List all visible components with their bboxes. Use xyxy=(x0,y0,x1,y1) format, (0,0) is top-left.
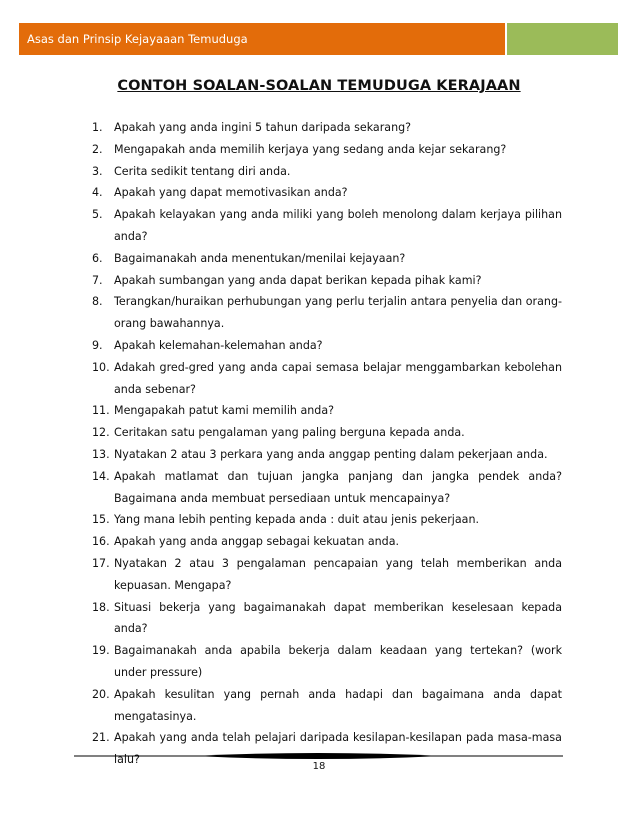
question-item xyxy=(92,422,562,444)
question-text: Apakah yang dapat memotivasikan anda? xyxy=(114,186,348,200)
question-number: 7. xyxy=(92,273,103,287)
question-text: Apakah yang anda ingini 5 tahun daripada sekarang? xyxy=(114,121,412,134)
question-text: Cerita sedikit tentang diri anda. xyxy=(114,164,291,178)
question-text: Bagaimanakah anda apabila bekerja dalam keadaan yang tertekan? (work under pressure) xyxy=(114,644,562,679)
question-text: Mengapakah anda memilih kerjaya yang sedang anda kejar sekarang? xyxy=(114,142,507,156)
question-text: Mengapakah patut kami memilih anda? xyxy=(114,404,335,418)
question-number: 17. xyxy=(92,556,110,570)
header-bar xyxy=(18,22,619,56)
question-number: 19. xyxy=(92,644,110,658)
footer-divider xyxy=(74,751,563,761)
question-item xyxy=(92,204,562,248)
question-item xyxy=(92,509,562,531)
question-text: Nyatakan 2 atau 3 pengalaman pencapaian yang telah memberikan anda kepuasan. Mengapa? xyxy=(114,556,562,592)
question-item xyxy=(92,640,562,684)
question-number: 2. xyxy=(92,142,103,156)
question-text: Apakah yang anda anggap sebagai kekuatan anda. xyxy=(114,535,400,549)
question-item xyxy=(92,553,562,597)
question-text: Apakah sumbangan yang anda dapat berikan kepada pihak kami? xyxy=(114,273,482,287)
question-item xyxy=(92,531,562,553)
question-number: 13. xyxy=(92,447,110,461)
question-number: 1. xyxy=(92,121,103,134)
question-item xyxy=(92,117,562,139)
question-number: 6. xyxy=(92,251,103,265)
question-number: 4. xyxy=(92,186,103,200)
question-text: Apakah yang anda telah pelajari daripada kesilapan-kesilapan pada masa-masa lalu? xyxy=(114,731,562,767)
question-number: 14. xyxy=(92,469,110,483)
question-item xyxy=(92,357,562,401)
page-title: CONTOH SOALAN-SOALAN TEMUDUGA KERAJAAN xyxy=(117,78,521,94)
question-number: 5. xyxy=(92,208,103,222)
page-number: 18 xyxy=(312,761,326,772)
question-item xyxy=(92,182,562,204)
question-item xyxy=(92,270,562,292)
question-item xyxy=(92,444,562,466)
question-number: 18. xyxy=(92,600,110,614)
question-item xyxy=(92,248,562,270)
question-item xyxy=(92,139,562,161)
question-text: Bagaimanakah anda menentukan/menilai kejayaan? xyxy=(114,251,406,265)
question-text: Apakah kelemahan-kelemahan anda? xyxy=(114,338,323,352)
question-text: Situasi bekerja yang bagaimanakah dapat memberikan keselesaan kepada anda? xyxy=(114,600,562,636)
question-item xyxy=(92,466,562,510)
question-text: Apakah kelayakan yang anda miliki yang boleh menolong dalam kerjaya pilihan anda? xyxy=(114,208,562,243)
header-title: Asas dan Prinsip Kejayaaan Temuduga xyxy=(27,32,248,46)
question-item xyxy=(92,597,562,641)
question-text: Ceritakan satu pengalaman yang paling berguna kepada anda. xyxy=(114,426,465,440)
question-text: Apakah matlamat dan tujuan jangka panjang dan jangka pendek anda? Bagaimana anda membuat persediaan untuk mencapainya? xyxy=(114,469,562,505)
question-list xyxy=(92,117,562,771)
question-number: 9. xyxy=(92,338,103,352)
question-number: 21. xyxy=(92,731,110,745)
question-item xyxy=(92,684,562,728)
question-number: 15. xyxy=(92,513,110,527)
question-item xyxy=(92,400,562,422)
question-item xyxy=(92,335,562,357)
question-number: 12. xyxy=(92,426,110,440)
question-number: 10. xyxy=(92,360,110,374)
question-number: 11. xyxy=(92,404,110,418)
question-number: 8. xyxy=(92,295,103,309)
question-text: Yang mana lebih penting kepada anda : duit atau jenis pekerjaan. xyxy=(114,513,480,527)
question-number: 20. xyxy=(92,687,110,701)
question-text: Adakah gred-gred yang anda capai semasa belajar menggambarkan kebolehan anda sebenar? xyxy=(114,360,562,396)
header-title-panel xyxy=(19,23,507,55)
question-number: 16. xyxy=(92,535,110,549)
question-text: Nyatakan 2 atau 3 perkara yang anda anggap penting dalam pekerjaan anda. xyxy=(114,447,548,461)
question-item xyxy=(92,291,562,335)
question-number: 3. xyxy=(92,164,103,178)
question-item xyxy=(92,161,562,183)
header-accent-panel xyxy=(507,23,618,55)
question-text: Terangkan/huraikan perhubungan yang perlu terjalin antara penyelia dan orang-orang bawahannya. xyxy=(114,295,562,331)
question-text: Apakah kesulitan yang pernah anda hadapi dan bagaimana anda dapat mengatasinya. xyxy=(114,687,562,723)
